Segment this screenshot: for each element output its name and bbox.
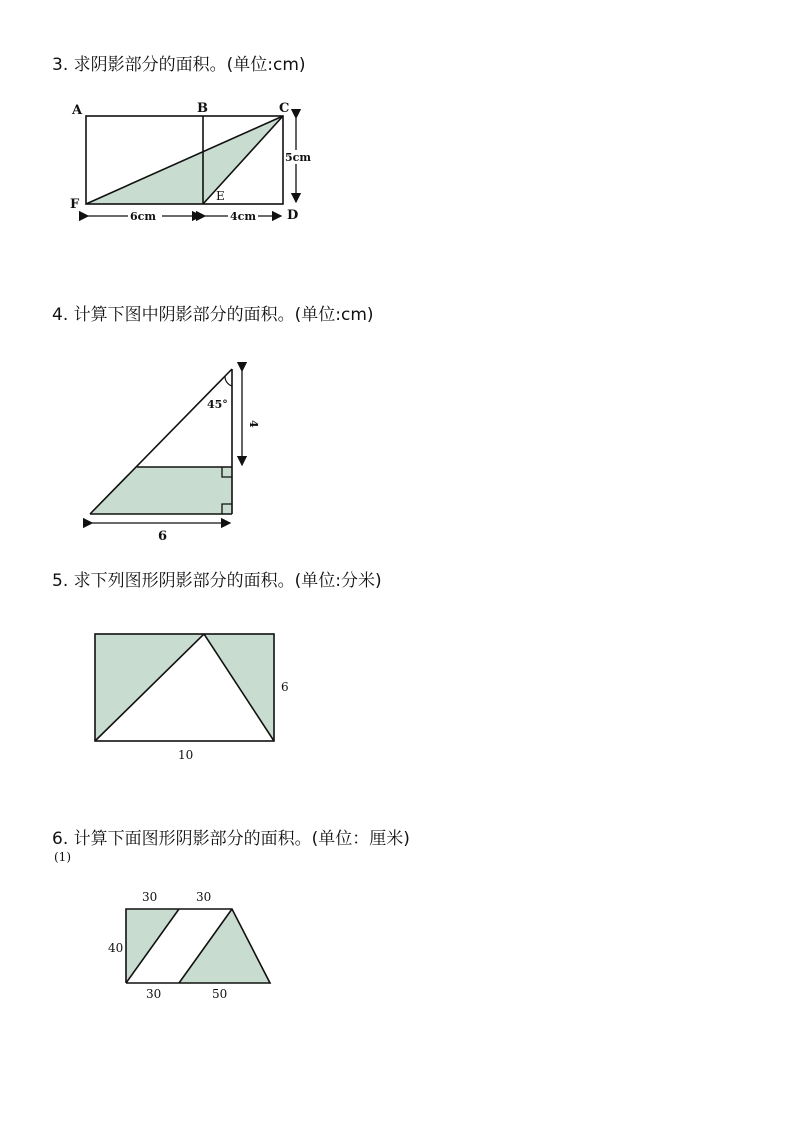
fig3-label-B: B (197, 101, 208, 116)
fig6-bottom-right-label: 50 (212, 987, 228, 1001)
question-5-title: 5. 求下列图形阴影部分的面积。(单位:分米) (52, 571, 382, 591)
fig5-width-label: 10 (178, 748, 194, 762)
fig5-height-label: 6 (281, 680, 289, 694)
fig6-top-left-label: 30 (142, 890, 158, 904)
question-3-title: 3. 求阴影部分的面积。(单位:cm) (52, 55, 306, 75)
question-6-subpart: (1) (54, 850, 71, 864)
fig6-bottom-left-label: 30 (146, 987, 162, 1001)
fig3-label-A: A (72, 103, 83, 118)
fig3-dim-left: 6cm (130, 210, 156, 223)
fig3-dim-right: 4cm (230, 210, 256, 223)
fig6-left-label: 40 (108, 941, 124, 955)
fig3-dim-height: 5cm (285, 151, 311, 164)
fig4-angle-arc (225, 376, 232, 386)
figure-4 (90, 369, 260, 544)
figure-3 (70, 101, 315, 223)
fig3-label-F: F (70, 197, 80, 212)
question-6-title: 6. 计算下面图形阴影部分的面积。(单位：厘米) (52, 829, 410, 849)
fig4-base-label: 6 (158, 529, 168, 544)
fig4-shaded-region (90, 467, 232, 514)
fig3-label-D: D (287, 208, 299, 223)
fig3-label-C: C (279, 101, 290, 116)
fig4-height-label: 4 (247, 420, 260, 428)
figure-6 (108, 890, 270, 1001)
fig6-top-right-label: 30 (196, 890, 212, 904)
figure-5 (95, 634, 289, 762)
fig4-angle-label: 45° (207, 398, 228, 411)
fig3-label-E: E (216, 189, 225, 203)
question-4-title: 4. 计算下图中阴影部分的面积。(单位:cm) (52, 305, 374, 325)
